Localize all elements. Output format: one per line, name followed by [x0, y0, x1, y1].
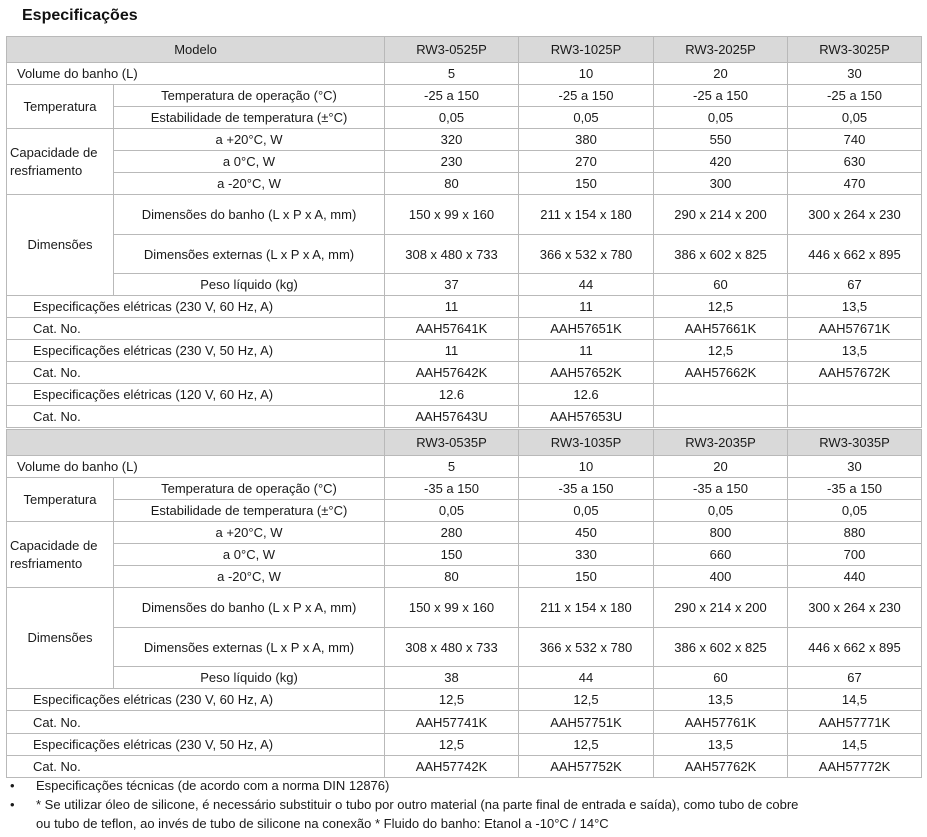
cell: 0,05: [654, 500, 788, 522]
cell: 30: [788, 63, 922, 85]
cell: 280: [385, 522, 519, 544]
label-dim-banho: Dimensões do banho (L x P x A, mm): [114, 195, 385, 235]
cell: 11: [385, 340, 519, 362]
cell: 660: [654, 544, 788, 566]
row-temp-operacao: [7, 478, 922, 500]
model-header: RW3-1025P: [519, 37, 654, 63]
row-cap-m20: [7, 566, 922, 588]
label-volume: Volume do banho (L): [7, 63, 385, 85]
cell: 12,5: [385, 689, 519, 711]
cell: AAH57653U: [519, 406, 654, 428]
row-peso: [7, 667, 922, 689]
model-header: RW3-3025P: [788, 37, 922, 63]
cell: 800: [654, 522, 788, 544]
cell: 550: [654, 129, 788, 151]
cell: 446 x 662 x 895: [788, 235, 922, 274]
row-temp-estabilidade: [7, 500, 922, 522]
page-title: Especificações: [22, 7, 138, 24]
cell: AAH57652K: [519, 362, 654, 384]
label-cap-m20: a -20°C, W: [114, 173, 385, 195]
row-dim-banho: [7, 195, 922, 235]
cell: 446 x 662 x 895: [788, 628, 922, 667]
model-header: RW3-0535P: [385, 430, 519, 456]
cell: 67: [788, 667, 922, 689]
row-volume: [7, 456, 922, 478]
cell: 12.6: [385, 384, 519, 406]
cell: 13,5: [788, 340, 922, 362]
label-cat-no: Cat. No.: [7, 711, 385, 734]
row-cap-0: [7, 544, 922, 566]
cell: 0,05: [519, 107, 654, 129]
header-blank: [7, 430, 385, 456]
cell: 450: [519, 522, 654, 544]
cell: 44: [519, 667, 654, 689]
cell: 0,05: [385, 107, 519, 129]
row-cap-20: [7, 522, 922, 544]
model-header: RW3-3035P: [788, 430, 922, 456]
label-cat-no: Cat. No.: [7, 756, 385, 778]
label-elet-230-50: Especificações elétricas (230 V, 50 Hz, A): [7, 340, 385, 362]
cell: 880: [788, 522, 922, 544]
cell: 740: [788, 129, 922, 151]
cell: 11: [519, 340, 654, 362]
cell: 700: [788, 544, 922, 566]
cell: 270: [519, 151, 654, 173]
cell: 12.6: [519, 384, 654, 406]
cell: AAH57642K: [385, 362, 519, 384]
cell: -35 a 150: [788, 478, 922, 500]
row-volume: [7, 63, 922, 85]
cell: 420: [654, 151, 788, 173]
cell: 12,5: [519, 689, 654, 711]
cell: 80: [385, 566, 519, 588]
cell: 44: [519, 274, 654, 296]
label-dim-banho: Dimensões do banho (L x P x A, mm): [114, 588, 385, 628]
cell: 320: [385, 129, 519, 151]
cell: 60: [654, 667, 788, 689]
cell: 150 x 99 x 160: [385, 195, 519, 235]
model-header: RW3-0525P: [385, 37, 519, 63]
model-header: RW3-2035P: [654, 430, 788, 456]
label-elet-120-60: Especificações elétricas (120 V, 60 Hz, A): [7, 384, 385, 406]
cell: 30: [788, 456, 922, 478]
cell: 330: [519, 544, 654, 566]
cell: 0,05: [788, 500, 922, 522]
label-peso: Peso líquido (kg): [114, 274, 385, 296]
cell: -35 a 150: [654, 478, 788, 500]
cell: 150: [385, 544, 519, 566]
row-temp-estabilidade: [7, 107, 922, 129]
cell: 308 x 480 x 733: [385, 235, 519, 274]
cell: 300: [654, 173, 788, 195]
label-volume: Volume do banho (L): [7, 456, 385, 478]
cell: 80: [385, 173, 519, 195]
footnote-text: * Se utilizar óleo de silicone, é necessário substituir o tubo por outro material (na parte final de entrada e saída), como tubo de cobre: [36, 797, 799, 812]
row-temp-operacao: [7, 85, 922, 107]
cell: 290 x 214 x 200: [654, 588, 788, 628]
label-cat-no: Cat. No.: [7, 406, 385, 428]
row-peso: [7, 274, 922, 296]
cell: AAH57671K: [788, 318, 922, 340]
cell: 300 x 264 x 230: [788, 195, 922, 235]
cell: -25 a 150: [654, 85, 788, 107]
cell: AAH57772K: [788, 756, 922, 778]
cell: 386 x 602 x 825: [654, 235, 788, 274]
cell: AAH57643U: [385, 406, 519, 428]
row-elet-230-60: [7, 689, 922, 711]
cell: 230: [385, 151, 519, 173]
footnote-text: Especificações técnicas (de acordo com a norma DIN 12876): [36, 778, 390, 793]
cell: 12,5: [654, 296, 788, 318]
label-elet-230-60: Especificações elétricas (230 V, 60 Hz, A): [7, 689, 385, 711]
cell: AAH57662K: [654, 362, 788, 384]
cell: 10: [519, 456, 654, 478]
row-elet-230-60: [7, 296, 922, 318]
cell: 5: [385, 63, 519, 85]
spec-table-25p: [6, 36, 922, 428]
cell: 11: [519, 296, 654, 318]
group-dimensoes: Dimensões: [7, 588, 114, 689]
cell: [788, 406, 922, 428]
footnote-item: [6, 795, 921, 814]
row-cat-230-50: [7, 362, 922, 384]
cell: 14,5: [788, 734, 922, 756]
cell: 10: [519, 63, 654, 85]
cell: 440: [788, 566, 922, 588]
cell: AAH57742K: [385, 756, 519, 778]
header-modelo: Modelo: [7, 37, 385, 63]
row-dim-externas: [7, 628, 922, 667]
footnotes: [6, 776, 921, 833]
cell: 12,5: [654, 340, 788, 362]
cell: AAH57641K: [385, 318, 519, 340]
cell: 20: [654, 63, 788, 85]
label-temp-estabilidade: Estabilidade de temperatura (±°C): [114, 107, 385, 129]
cell: 13,5: [654, 689, 788, 711]
cell: [654, 384, 788, 406]
label-cap-20: a +20°C, W: [114, 129, 385, 151]
cell: -25 a 150: [385, 85, 519, 107]
label-elet-230-60: Especificações elétricas (230 V, 60 Hz, A): [7, 296, 385, 318]
cell: 5: [385, 456, 519, 478]
cell: 0,05: [654, 107, 788, 129]
group-capacidade: Capacidade de resfriamento: [7, 129, 114, 195]
cell: 308 x 480 x 733: [385, 628, 519, 667]
cell: 150: [519, 173, 654, 195]
cell: 300 x 264 x 230: [788, 588, 922, 628]
row-dim-externas: [7, 235, 922, 274]
footnote-item: [6, 814, 921, 833]
row-cap-0: [7, 151, 922, 173]
cell: AAH57672K: [788, 362, 922, 384]
cell: 380: [519, 129, 654, 151]
cell: AAH57762K: [654, 756, 788, 778]
row-elet-230-50: [7, 734, 922, 756]
cell: 630: [788, 151, 922, 173]
label-cap-m20: a -20°C, W: [114, 566, 385, 588]
cell: 211 x 154 x 180: [519, 195, 654, 235]
cell: -35 a 150: [385, 478, 519, 500]
spec-table-35p: [6, 429, 922, 778]
label-cat-no: Cat. No.: [7, 362, 385, 384]
label-temp-operacao: Temperatura de operação (°C): [114, 478, 385, 500]
cell: 12,5: [519, 734, 654, 756]
row-cat-230-50: [7, 756, 922, 778]
footnote-item: [6, 776, 921, 795]
cell: AAH57752K: [519, 756, 654, 778]
row-elet-120-60: [7, 384, 922, 406]
cell: [788, 384, 922, 406]
cell: AAH57741K: [385, 711, 519, 734]
cell: 400: [654, 566, 788, 588]
label-temp-operacao: Temperatura de operação (°C): [114, 85, 385, 107]
header-row: [7, 37, 922, 63]
bullet-icon: •: [10, 778, 15, 793]
label-cap-0: a 0°C, W: [114, 151, 385, 173]
row-cap-20: [7, 129, 922, 151]
label-peso: Peso líquido (kg): [114, 667, 385, 689]
cell: 20: [654, 456, 788, 478]
row-cat-230-60: [7, 711, 922, 734]
cell: [654, 406, 788, 428]
cell: AAH57771K: [788, 711, 922, 734]
cell: 366 x 532 x 780: [519, 628, 654, 667]
cell: 211 x 154 x 180: [519, 588, 654, 628]
row-cat-120-60: [7, 406, 922, 428]
cell: AAH57751K: [519, 711, 654, 734]
cell: AAH57661K: [654, 318, 788, 340]
cell: 0,05: [788, 107, 922, 129]
row-cat-230-60: [7, 318, 922, 340]
cell: AAH57651K: [519, 318, 654, 340]
group-dimensoes: Dimensões: [7, 195, 114, 296]
cell: 386 x 602 x 825: [654, 628, 788, 667]
cell: 38: [385, 667, 519, 689]
cell: 470: [788, 173, 922, 195]
header-row: [7, 430, 922, 456]
label-cap-0: a 0°C, W: [114, 544, 385, 566]
cell: AAH57761K: [654, 711, 788, 734]
model-header: RW3-2025P: [654, 37, 788, 63]
cell: 150 x 99 x 160: [385, 588, 519, 628]
cell: 60: [654, 274, 788, 296]
cell: 12,5: [385, 734, 519, 756]
label-elet-230-50: Especificações elétricas (230 V, 50 Hz, A): [7, 734, 385, 756]
row-cap-m20: [7, 173, 922, 195]
footnote-text: ou tubo de teflon, ao invés de tubo de silicone na conexão * Fluido do banho: Etanol a -10°C / 14°C: [36, 816, 609, 831]
row-elet-230-50: [7, 340, 922, 362]
label-dim-externas: Dimensões externas (L x P x A, mm): [114, 235, 385, 274]
group-temperatura: Temperatura: [7, 478, 114, 522]
cell: 290 x 214 x 200: [654, 195, 788, 235]
cell: 150: [519, 566, 654, 588]
group-temperatura: Temperatura: [7, 85, 114, 129]
row-dim-banho: [7, 588, 922, 628]
cell: -25 a 150: [519, 85, 654, 107]
bullet-icon: •: [10, 797, 15, 812]
model-header: RW3-1035P: [519, 430, 654, 456]
cell: -25 a 150: [788, 85, 922, 107]
cell: 366 x 532 x 780: [519, 235, 654, 274]
cell: 37: [385, 274, 519, 296]
label-cat-no: Cat. No.: [7, 318, 385, 340]
label-temp-estabilidade: Estabilidade de temperatura (±°C): [114, 500, 385, 522]
cell: 11: [385, 296, 519, 318]
cell: 0,05: [519, 500, 654, 522]
label-cap-20: a +20°C, W: [114, 522, 385, 544]
group-capacidade: Capacidade de resfriamento: [7, 522, 114, 588]
cell: 67: [788, 274, 922, 296]
cell: 14,5: [788, 689, 922, 711]
label-dim-externas: Dimensões externas (L x P x A, mm): [114, 628, 385, 667]
cell: 0,05: [385, 500, 519, 522]
cell: 13,5: [788, 296, 922, 318]
cell: -35 a 150: [519, 478, 654, 500]
cell: 13,5: [654, 734, 788, 756]
